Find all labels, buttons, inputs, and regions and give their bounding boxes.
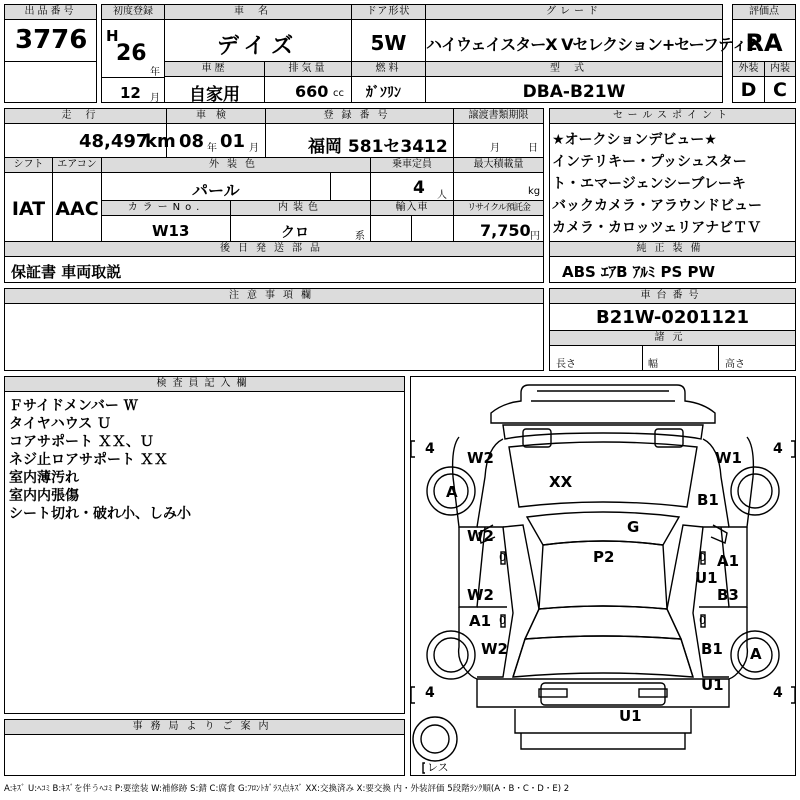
inspection-label: 車検: [167, 109, 265, 124]
fuel-cell: [351, 61, 426, 103]
mark-a1-left: A1: [469, 612, 492, 630]
displacement-label: 排気量: [265, 62, 351, 77]
model: DBA-B21W: [522, 82, 626, 102]
recycle-label: リサイクル預託金: [454, 201, 543, 216]
inspector-note-4: 室内薄汚れ: [9, 470, 79, 486]
first-reg-cell: [101, 4, 165, 103]
mark-b1-right: B1: [697, 491, 719, 509]
load-cell: [453, 157, 544, 201]
mileage: 48,497: [79, 131, 149, 152]
shift: IAT: [11, 198, 46, 220]
car-name: デイズ: [216, 34, 300, 59]
registration: 福岡 581セ3412: [308, 137, 448, 157]
grade-label: グレード: [426, 5, 722, 20]
lot-number-label: 出品番号: [5, 5, 96, 20]
displacement-cell: [264, 61, 352, 103]
legend: A:ｷｽﾞ U:ﾍｺﾐ B:ｷｽﾞを伴うﾍｺﾐ P:要塗装 W:補修跡 S:錆 C:腐食 G:ﾌﾛﾝﾄｶﾞﾗｽ点ｷｽﾞ XX:交換済み X:要交換 内・外装評価 5段階ﾗﾝｸ順(A・B・C・D・E) 2: [4, 784, 570, 794]
lot-number: 3776: [15, 25, 88, 55]
door-cell: [351, 4, 426, 62]
interior: C: [773, 79, 787, 101]
mark-p2-roof: P2: [593, 548, 615, 566]
notes-label: 注意事項欄: [5, 289, 543, 304]
inspector-note-3: ネジ止ロアサポート ＸＸ: [9, 452, 168, 468]
insp-year-unit: 年: [207, 143, 217, 154]
sales-point-3: バックカメラ・アラウンドビュー: [552, 198, 762, 214]
equipment-cell: [549, 241, 796, 283]
chassis: B21W-0201121: [596, 307, 749, 328]
aircon-label: エアコン: [53, 158, 101, 173]
sales-point-2: ト・エマージェンシーブレーキ: [552, 176, 746, 192]
inspector-label: 検査員記入欄: [5, 377, 404, 392]
lot-number-lower: [4, 61, 97, 103]
transfer-cell: [453, 108, 544, 158]
mark-u1-right: U1: [695, 569, 718, 587]
tyre-depth-rear-right: 4: [773, 685, 783, 701]
inspector-note-6: シート切れ・破れ小、しみ小: [9, 506, 191, 522]
dims-label: 諸元: [550, 331, 795, 346]
transfer-label: 譲渡書類期限: [454, 109, 543, 124]
tyre-depth-rear-left: 4: [425, 685, 435, 701]
registration-cell: [265, 108, 454, 158]
mileage-label: 走行: [5, 109, 166, 124]
mark-u1-rear: U1: [619, 707, 642, 725]
displacement: 660: [295, 82, 329, 101]
interior-color-label: 内装色: [231, 201, 370, 216]
history: 自家用: [189, 85, 240, 105]
door: 5W: [370, 31, 407, 55]
model-label: 型式: [426, 62, 722, 77]
office-cell: [4, 719, 405, 776]
era: H: [106, 27, 119, 45]
color-cell: [101, 157, 371, 201]
grade: ハイウェイスターX Vセレクション+セーフティ2: [426, 35, 757, 54]
mark-w2-left-door: W2: [467, 527, 494, 545]
mark-b3-right: B3: [717, 586, 739, 604]
history-cell: [164, 61, 265, 103]
insp-year: 08: [179, 131, 205, 152]
mark-a1-right: A1: [717, 552, 740, 570]
interior-color-unit: 系: [355, 231, 365, 242]
sales-point-0: ★オークションデビュー★: [552, 132, 717, 148]
aircon-cell: [52, 157, 102, 242]
lot-number-cell: [4, 4, 97, 62]
dims-cell: [549, 330, 796, 371]
mark-a-tyre-right: A: [750, 645, 762, 663]
mileage-unit: km: [145, 131, 176, 152]
equipment: ABS ｴｱB ｱﾙﾐ PS PW: [562, 263, 716, 281]
mark-zero-right-2: 0: [699, 614, 706, 627]
load-unit: kg: [528, 186, 541, 197]
mark-g-glass: G: [627, 518, 640, 536]
score-label: 評価点: [733, 5, 795, 20]
chassis-label: 車台番号: [550, 289, 795, 304]
car-name-cell: [164, 4, 352, 62]
later-parts-label: 後日発送部品: [5, 242, 543, 257]
sales-point-4: カメラ・カロッツェリアナビＴＶ: [552, 220, 762, 236]
office-label: 事務局よりご案内: [5, 720, 404, 735]
score-cell: [732, 4, 796, 62]
mark-a-tyre-left: A: [446, 483, 458, 501]
car-name-label: 車名: [165, 5, 351, 20]
insp-month: 01: [220, 131, 246, 152]
mark-zero-left-2: 0: [499, 614, 506, 627]
reg-year: 26: [116, 41, 147, 66]
color-no-cell: [101, 200, 231, 242]
inspector-note-0: Ｆサイドメンバー Ｗ: [9, 398, 138, 414]
equipment-label: 純正装備: [550, 242, 795, 257]
recycle-unit: 円: [530, 231, 540, 242]
grade-cell: [425, 4, 757, 62]
inspector-note-2: コアサポート ＸＸ、Ｕ: [9, 434, 154, 450]
later-parts-cell: [4, 241, 544, 283]
transfer-day-unit: 日: [528, 143, 538, 154]
mark-w2-top-left: W2: [467, 449, 494, 467]
mark-zero-right-1: 0: [699, 551, 706, 564]
interior-color: クロ: [281, 225, 309, 241]
registration-label: 登録番号: [266, 109, 453, 124]
shift-cell: [4, 157, 53, 242]
exterior-cell: [732, 61, 765, 103]
recycle-cell: [453, 200, 544, 242]
fuel: ｶﾞｿﾘﾝ: [366, 85, 401, 101]
capacity-unit: 人: [437, 190, 447, 201]
first-reg-label: 初度登録: [102, 5, 164, 20]
capacity-cell: [370, 157, 454, 201]
inspection-cell: [166, 108, 266, 158]
mark-w2-left-bottom: W2: [481, 640, 508, 658]
sales-points-cell: [549, 108, 796, 242]
sales-point-1: インテリキー・プッシュスター: [552, 154, 747, 170]
spare-tyre-label: レス: [427, 761, 449, 774]
notes-cell: [4, 288, 544, 371]
color-no: W13: [152, 222, 190, 240]
reg-month: 12: [120, 84, 141, 102]
model-cell: [425, 61, 723, 103]
load-label: 最大積載量: [454, 158, 543, 173]
color: パール: [192, 181, 240, 200]
color-no-label: カラーNo.: [102, 201, 230, 216]
mark-u1-right-bottom: U1: [701, 676, 724, 694]
width-label: 幅: [648, 359, 658, 370]
exterior: D: [740, 79, 757, 101]
inspector-note-5: 室内内張傷: [9, 488, 79, 504]
interior-cell: [764, 61, 796, 103]
color-label: 外装色: [102, 158, 370, 173]
tyre-depth-front-right: 4: [773, 441, 783, 457]
mark-w1-top-right: W1: [715, 449, 742, 467]
transfer-month-unit: 月: [490, 143, 500, 154]
mark-b1-right-bottom: B1: [701, 640, 723, 658]
sales-label: セールスポイント: [550, 109, 795, 124]
recycle: 7,750: [480, 221, 531, 240]
aircon: AAC: [55, 198, 99, 220]
inspector-cell: [4, 376, 405, 714]
inspector-note-1: タイヤハウス Ｕ: [9, 416, 112, 432]
mark-xx-front: XX: [549, 473, 573, 491]
insp-month-unit: 月: [249, 143, 259, 154]
shift-label: シフト: [5, 158, 52, 173]
month-unit: 月: [150, 93, 160, 104]
length-label: 長さ: [556, 359, 576, 370]
interior-color-cell: [230, 200, 371, 242]
later-parts: 保証書 車両取説: [11, 263, 122, 281]
displacement-unit: cc: [333, 88, 344, 99]
tyre-depth-front-left: 4: [425, 441, 435, 457]
import-cell: [370, 200, 454, 242]
door-label: ドア形状: [352, 5, 425, 20]
chassis-cell: [549, 288, 796, 331]
height-label: 高さ: [725, 359, 745, 370]
mark-zero-left-1: 0: [499, 551, 506, 564]
mileage-cell: [4, 108, 176, 158]
score: RA: [745, 29, 783, 57]
import-label: 輸入車: [371, 201, 453, 216]
exterior-label: 外装: [733, 62, 764, 77]
capacity: 4: [413, 178, 425, 198]
history-label: 車歴: [165, 62, 264, 77]
mark-w2-left-rear: W2: [467, 586, 494, 604]
capacity-label: 乗車定員: [371, 158, 453, 173]
interior-label: 内装: [765, 62, 795, 77]
car-diagram: [410, 376, 796, 776]
year-unit: 年: [150, 67, 160, 78]
fuel-label: 燃料: [352, 62, 425, 77]
